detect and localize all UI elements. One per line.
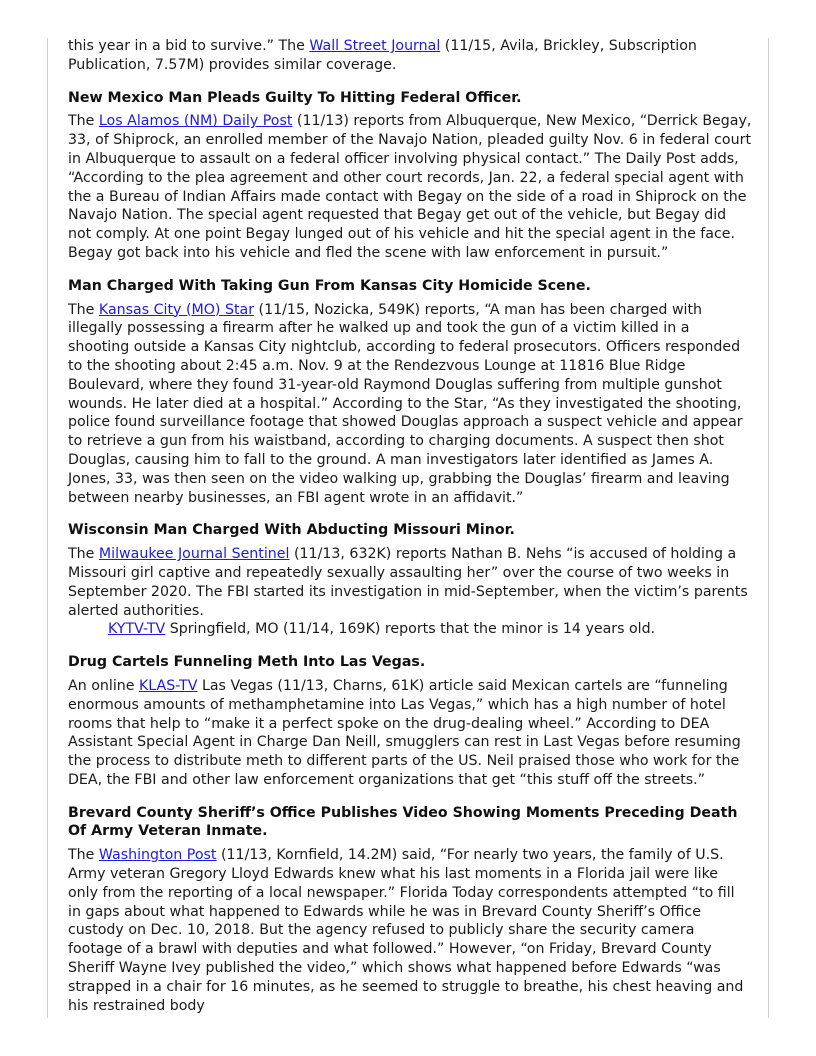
article-headline: Man Charged With Taking Gun From Kansas City Homicide Scene. — [68, 277, 591, 294]
left-margin-rule — [47, 38, 48, 1018]
article-body: The Milwaukee Journal Sentinel (11/13, 632K) reports Nathan B. Nehs “is accused of holding a Missouri girl captive and repeatedly sexually assaulting her” over the course of two weeks in September 2020. The FBI started its investigation in mid-September, when the victim’s parents alerted authorities. — [68, 546, 748, 619]
kytv-link[interactable]: KYTV-TV — [108, 621, 166, 638]
article-headline: Drug Cartels Funneling Meth Into Las Vegas. — [68, 654, 426, 671]
wall-street-journal-link[interactable]: Wall Street Journal — [309, 38, 441, 54]
article-body: The Los Alamos (NM) Daily Post (11/13) reports from Albuquerque, New Mexico, “Derrick Begay, 33, of Shiprock, an enrolled member of the Navajo Nation, pleaded guilty Nov. 6 in federal court in Albuquerque to assault on a federal officer involving physical contact.” The Daily Post adds, “According to the plea agreement and other court records, Jan. 22, a federal special agent with the a Bureau of Indian Affairs made contact with Begay on the side of a road in Shiprock on the Navajo Nation. The special agent requested that Begay get out of the vehicle, but Begay did not comply. At one point Begay lunged out of his vehicle and hit the special agent in the face. Begay got back into his vehicle and fled the scene with law enforcement in pursuit.” — [68, 113, 752, 261]
article-body: The Kansas City (MO) Star (11/15, Nozicka, 549K) reports, “A man has been charged with illegally possessing a firearm after he walked up and took the gun of a victim killed in a shooting outside a Kansas City nightclub, according to federal prosecutors. Officers responded to the shooting about 2:45 a.m. Nov. 9 at the Rendezvous Lounge at 11816 Blue Ridge Boulevard, where they found 31-year-old Raymond Douglas suffering from multiple gunshot wounds. He later died at a hospital.” According to the Star, “As they investigated the shooting, police found surveillance footage that showed Douglas approach a suspect vehicle and appear to retrieve a gun from his waistband, according to charging documents. A suspect then shot Douglas, causing him to fall to the ground. A man investigators later identified as James A. Jones, 33, was then seen on the video walking up, grabbing the Douglas’ firearm and leaving between nearby businesses, an FBI agent wrote in an affidavit.” — [68, 301, 743, 506]
klas-tv-link[interactable]: KLAS-TV — [139, 677, 198, 694]
milwaukee-journal-sentinel-link[interactable]: Milwaukee Journal Sentinel — [98, 546, 290, 563]
article-body: The Washington Post (11/13, Kornfield, 14.2M) said, “For nearly two years, the family of U.S. Army veteran Gregory Lloyd Edwards knew what his last moments in a Florida jail were like only from the reporting of a local newspaper.” Florida Today correspondents attempted “to fill in gaps about what happened to Edwards while he was in Brevard County Sheriff’s Office custody on Dec. 10, 2018. But the agency refused to publicly share the security camera footage of a brawl with deputies and what followed.” However, “on Friday, Brevard County Sheriff Wayne Ivey published the video,” which shows what happened before Edwards “was strapped in a chair for 16 minutes, as he seemed to struggle to breathe, his chest heaving and his restrained body — [68, 847, 744, 1014]
article-headline: Wisconsin Man Charged With Abducting Missouri Minor. — [68, 522, 515, 539]
article-headline: Brevard County Sheriff’s Office Publishes Video Showing Moments Preceding Death Of Army Veteran Inmate. — [68, 804, 738, 840]
article-followup: KYTV-TV Springfield, MO (11/14, 169K) reports that the minor is 14 years old. — [108, 621, 656, 638]
kansas-city-star-link[interactable]: Kansas City (MO) Star — [98, 301, 255, 318]
right-margin-rule — [768, 38, 769, 1018]
article-headline: New Mexico Man Pleads Guilty To Hitting Federal Officer. — [68, 89, 522, 106]
los-alamos-daily-post-link[interactable]: Los Alamos (NM) Daily Post — [98, 113, 293, 130]
washington-post-link[interactable]: Washington Post — [98, 847, 217, 864]
intro-paragraph: this year in a bid to survive.” The Wall Street Journal (11/15, Avila, Brickley, Subscription Publication, 7.57M) provides similar coverage. — [68, 38, 697, 73]
article-body: An online KLAS-TV Las Vegas (11/13, Charns, 61K) article said Mexican cartels are “funneling enormous amounts of methamphetamine into Las Vegas,” which has a high number of hotel rooms that help to “make it a perfect spoke on the drug-dealing wheel.” According to DEA Assistant Special Agent in Charge Dan Neill, smugglers can rest in Last Vegas before resuming the process to distribute meth to different parts of the US. Neil praised those who work for the DEA, the FBI and other law enforcement organizations that get “this stuff off the streets.” — [68, 677, 741, 788]
document-page — [68, 37, 752, 1015]
